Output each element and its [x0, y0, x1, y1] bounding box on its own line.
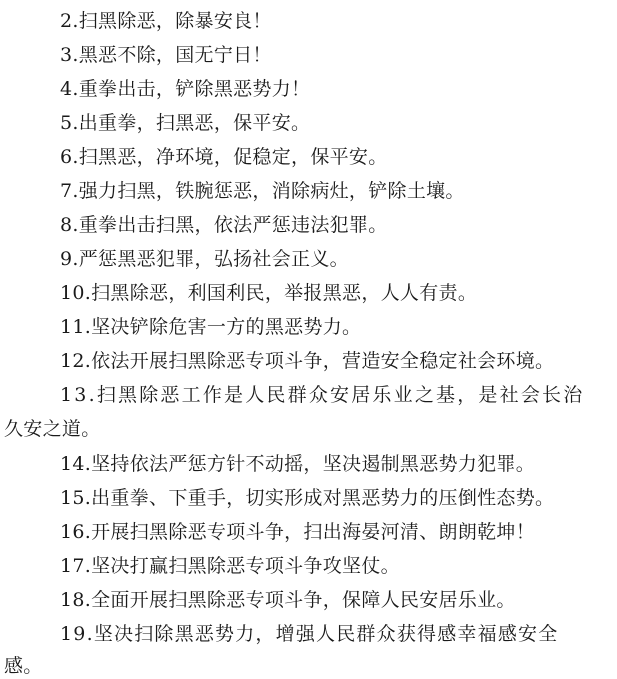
slogan-item-18: 18.全面开展扫黑除恶专项斗争，保障人民安居乐业。 — [60, 589, 516, 611]
slogan-item-7: 7.强力扫黑，铁腕惩恶，消除病灶，铲除土壤。 — [60, 180, 465, 202]
slogan-item-9: 9.严惩黑恶犯罪，弘扬社会正义。 — [60, 248, 349, 270]
slogan-item-11: 11.坚决铲除危害一方的黑恶势力。 — [60, 316, 362, 338]
slogan-item-14: 14.坚持依法严惩方针不动摇，坚决遏制黑恶势力犯罪。 — [60, 453, 536, 475]
slogan-item-12: 12.依法开展扫黑除恶专项斗争，营造安全稳定社会环境。 — [60, 350, 555, 372]
slogan-item-19-continued: 感。 — [4, 655, 43, 677]
slogan-item-13-continued: 久安之道。 — [4, 418, 101, 440]
slogan-item-16: 16.开展扫黑除恶专项斗争，扫出海晏河清、朗朗乾坤！ — [60, 521, 536, 543]
slogan-item-10: 10.扫黑除恶，利国利民，举报黑恶，人人有责。 — [60, 282, 478, 304]
slogan-item-13: 13.扫黑除恶工作是人民群众安居乐业之基，是社会长治 — [60, 384, 585, 406]
slogan-item-5: 5.出重拳，扫黑恶，保平安。 — [60, 112, 311, 134]
slogan-item-17: 17.坚决打赢扫黑除恶专项斗争攻坚仗。 — [60, 555, 400, 577]
slogan-item-15: 15.出重拳、下重手，切实形成对黑恶势力的压倒性态势。 — [60, 487, 555, 509]
slogan-item-2: 2.扫黑除恶，除暴安良！ — [60, 10, 272, 32]
slogan-item-3: 3.黑恶不除，国无宁日！ — [60, 44, 272, 66]
slogan-item-4: 4.重拳出击，铲除黑恶势力！ — [60, 78, 311, 100]
slogan-item-6: 6.扫黑恶，净环境，促稳定，保平安。 — [60, 146, 388, 168]
slogan-item-19: 19.坚决扫除黑恶势力，增强人民群众获得感幸福感安全 — [60, 623, 559, 645]
slogan-item-8: 8.重拳出击扫黑，依法严惩违法犯罪。 — [60, 214, 388, 236]
